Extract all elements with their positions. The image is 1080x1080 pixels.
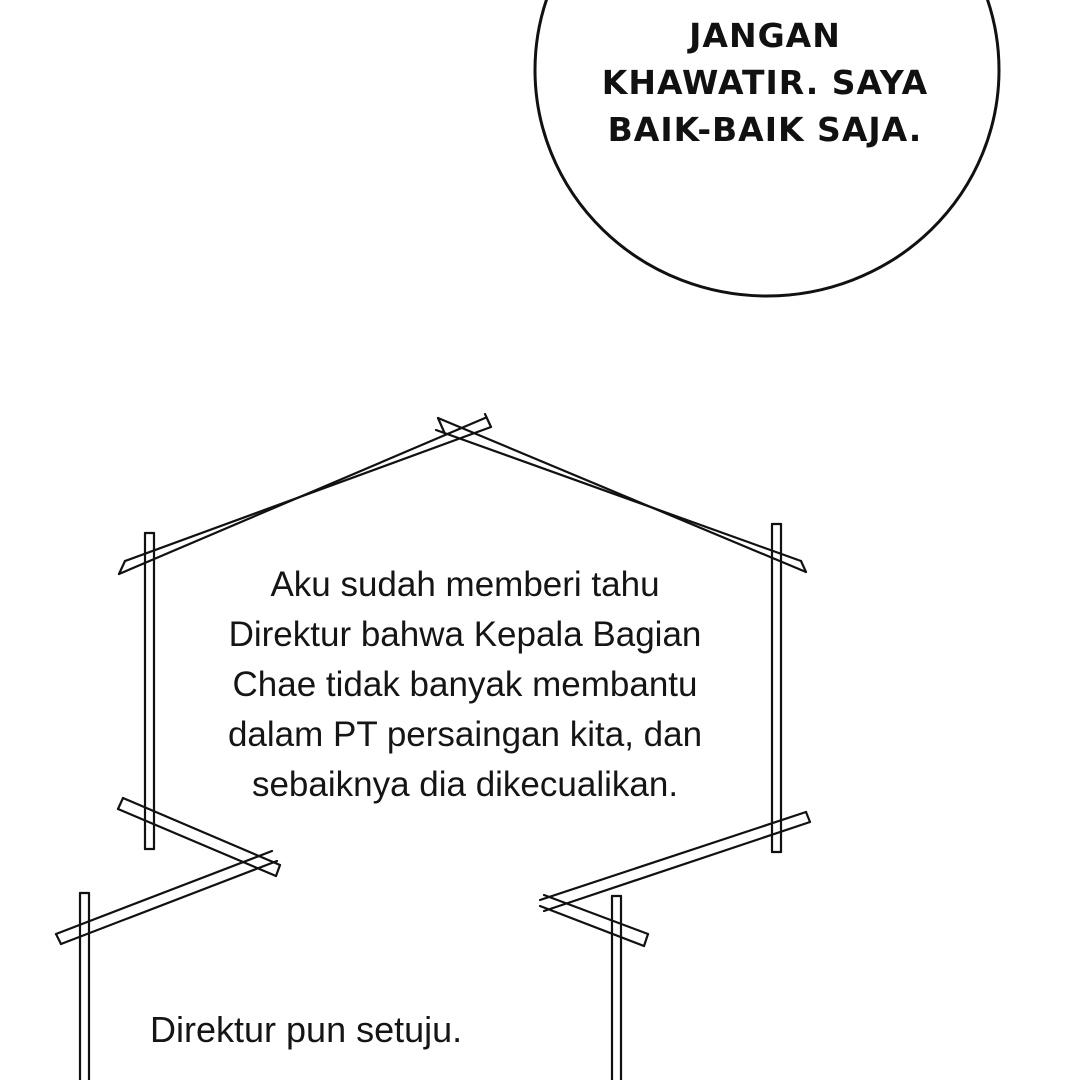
speech-line: BAIK-BAIK SAJA.: [607, 110, 923, 149]
speech-bubble-text: [560, 12, 970, 153]
narration-line: sebaiknya dia dikecualikan.: [251, 765, 679, 804]
speech-line: JANGAN: [689, 16, 841, 55]
narration-line: Direktur bahwa Kepala Bagian: [228, 615, 702, 654]
narration-line: Chae tidak banyak membantu: [232, 665, 698, 704]
narration-line: Aku sudah memberi tahu: [270, 565, 660, 604]
narration-box-2-text: Direktur pun setuju.: [150, 1009, 463, 1050]
speech-line: KHAWATIR. SAYA: [601, 63, 929, 102]
narration-line: dalam PT persaingan kita, dan: [227, 715, 703, 754]
narration-box-text: [170, 560, 760, 810]
